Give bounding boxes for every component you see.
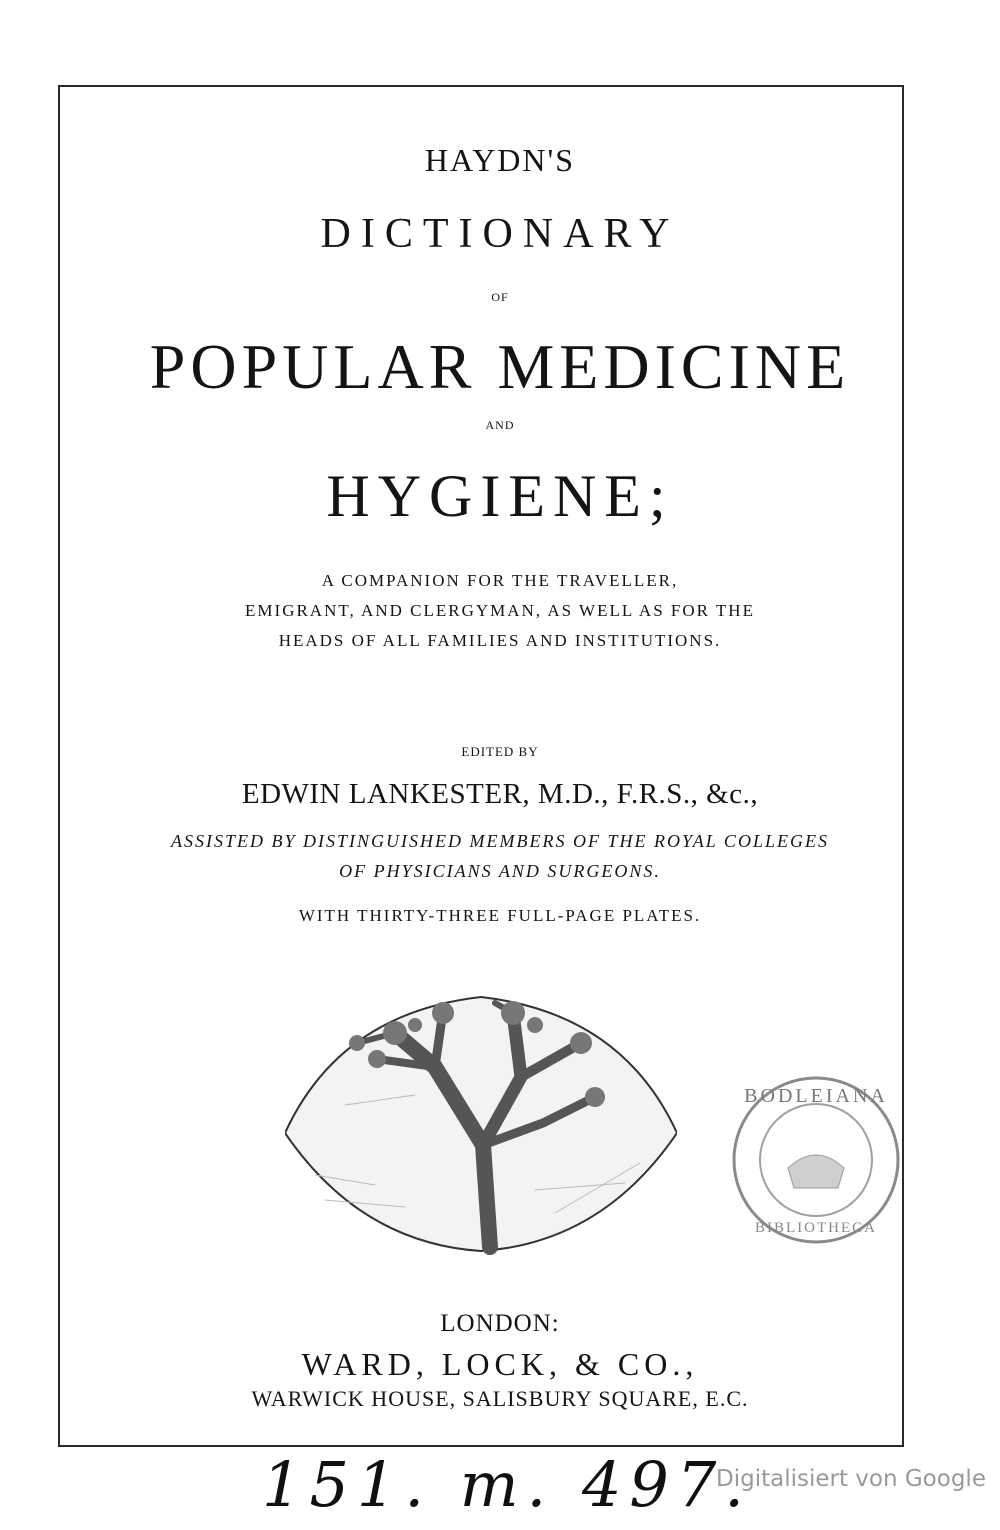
subtitle-line: EMIGRANT, AND CLERGYMAN, AS WELL AS FOR THE bbox=[245, 601, 755, 620]
plates-note: WITH THIRTY-THREE FULL-PAGE PLATES. bbox=[298, 906, 702, 925]
subtitle-line: A COMPANION FOR THE TRAVELLER, bbox=[321, 571, 679, 590]
svg-text:BODLEIANA: BODLEIANA bbox=[744, 1085, 888, 1107]
digitization-watermark: Digitalisiert von Google bbox=[716, 1466, 986, 1492]
bodleian-stamp-icon bbox=[728, 1072, 904, 1248]
subtitle-block bbox=[0, 566, 1000, 656]
assisted-line: ASSISTED BY DISTINGUISHED MEMBERS OF THE ROYAL COLLEGES bbox=[171, 831, 829, 851]
assisted-line: OF PHYSICIANS AND SURGEONS. bbox=[339, 861, 661, 881]
title-conjunction-and: AND bbox=[485, 418, 515, 432]
svg-text:BIBLIOTHECA: BIBLIOTHECA bbox=[755, 1220, 877, 1236]
coral-vignette-icon bbox=[285, 985, 677, 1255]
title-popular-medicine: POPULAR MEDICINE bbox=[149, 331, 851, 402]
title-hygiene: HYGIENE; bbox=[326, 463, 674, 529]
assisted-by-block bbox=[0, 826, 1000, 886]
title-conjunction-of: OF bbox=[491, 290, 509, 304]
edited-by-label: EDITED BY bbox=[461, 744, 539, 759]
imprint-city: LONDON: bbox=[440, 1310, 560, 1337]
title-possessive: HAYDN'S bbox=[424, 142, 576, 178]
editor-name: EDWIN LANKESTER, M.D., F.R.S., &c., bbox=[241, 778, 759, 810]
imprint-publisher: WARD, LOCK, & CO., bbox=[301, 1346, 699, 1382]
subtitle-line: HEADS OF ALL FAMILIES AND INSTITUTIONS. bbox=[278, 631, 722, 650]
imprint-address: WARWICK HOUSE, SALISBURY SQUARE, E.C. bbox=[251, 1386, 749, 1411]
title-main: DICTIONARY bbox=[320, 211, 680, 257]
handwritten-shelfmark: 151. m. 497. bbox=[262, 1448, 753, 1521]
